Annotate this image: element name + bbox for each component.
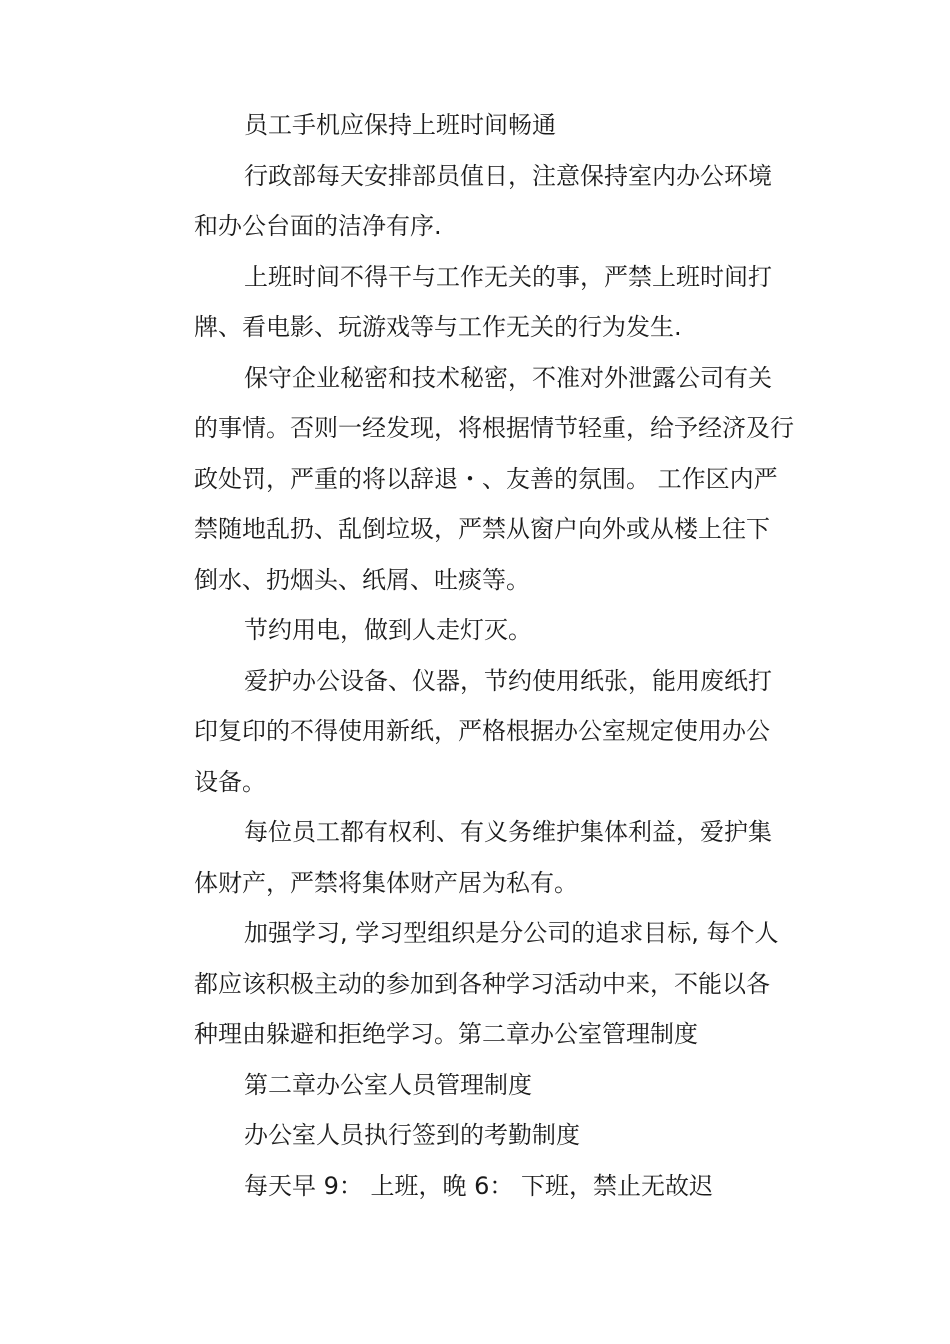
paragraph-line: 政处罚，严重的将以辞退・、友善的氛围。 工作区内严: [194, 464, 778, 493]
paragraph-line: 上班时间不得干与工作无关的事，严禁上班时间打: [244, 262, 772, 291]
paragraph-chapter-heading: [194, 1060, 830, 1111]
paragraph-work-hours: [194, 252, 830, 353]
paragraph-schedule: [194, 1161, 830, 1212]
paragraph-attendance: [194, 1110, 830, 1161]
paragraph-phone: [194, 100, 830, 151]
paragraph-line: 爱护办公设备、仪器，节约使用纸张，能用废纸打: [244, 666, 772, 695]
paragraph-line: 印复印的不得使用新纸，严格根据办公室规定使用办公: [194, 717, 770, 745]
paragraph-line: 体财产，严禁将集体财产居为私有。: [194, 868, 578, 897]
paragraph-equipment: [194, 656, 830, 808]
paragraph-line: 设备。: [194, 767, 266, 796]
paragraph-line: 第二章办公室人员管理制度: [244, 1070, 532, 1099]
paragraph-line: 和办公台面的洁净有序.: [194, 212, 442, 240]
paragraph-line: 员工手机应保持上班时间畅通: [244, 111, 556, 139]
paragraph-line: 节约用电，做到人走灯灭。: [244, 616, 532, 644]
paragraph-line: 种理由躲避和拒绝学习。第二章办公室管理制度: [194, 1020, 698, 1048]
paragraph-line: 禁随地乱扔、乱倒垃圾，严禁从窗户向外或从楼上往下: [194, 515, 770, 543]
paragraph-line: 都应该积极主动的参加到各种学习活动中来，不能以各: [194, 969, 770, 998]
paragraph-collective-property: [194, 807, 830, 908]
paragraph-line: 牌、看电影、玩游戏等与工作无关的行为发生.: [194, 313, 682, 341]
paragraph-electricity: [194, 605, 830, 656]
paragraph-line: 倒水、扔烟头、纸屑、吐痰等。: [194, 565, 530, 594]
paragraph-line: 每天早 9： 上班，晚 6： 下班，禁止无故迟: [244, 1171, 714, 1200]
paragraph-duty: [194, 151, 830, 252]
paragraph-learning: [194, 908, 830, 1060]
paragraph-line: 保守企业秘密和技术秘密，不准对外泄露公司有关: [244, 363, 772, 392]
paragraph-line: 行政部每天安排部员值日，注意保持室内办公环境: [244, 161, 772, 190]
paragraph-confidentiality: [194, 353, 830, 606]
paragraph-line: 办公室人员执行签到的考勤制度: [244, 1121, 580, 1149]
paragraph-line: 的事情。否则一经发现，将根据情节轻重，给予经济及行: [194, 414, 794, 442]
paragraph-line: 每位员工都有权利、有义务维护集体利益，爱护集: [244, 818, 772, 846]
paragraph-line: 加强学习, 学习型组织是分公司的追求目标, 每个人: [244, 919, 779, 947]
document-body: [194, 100, 830, 1211]
